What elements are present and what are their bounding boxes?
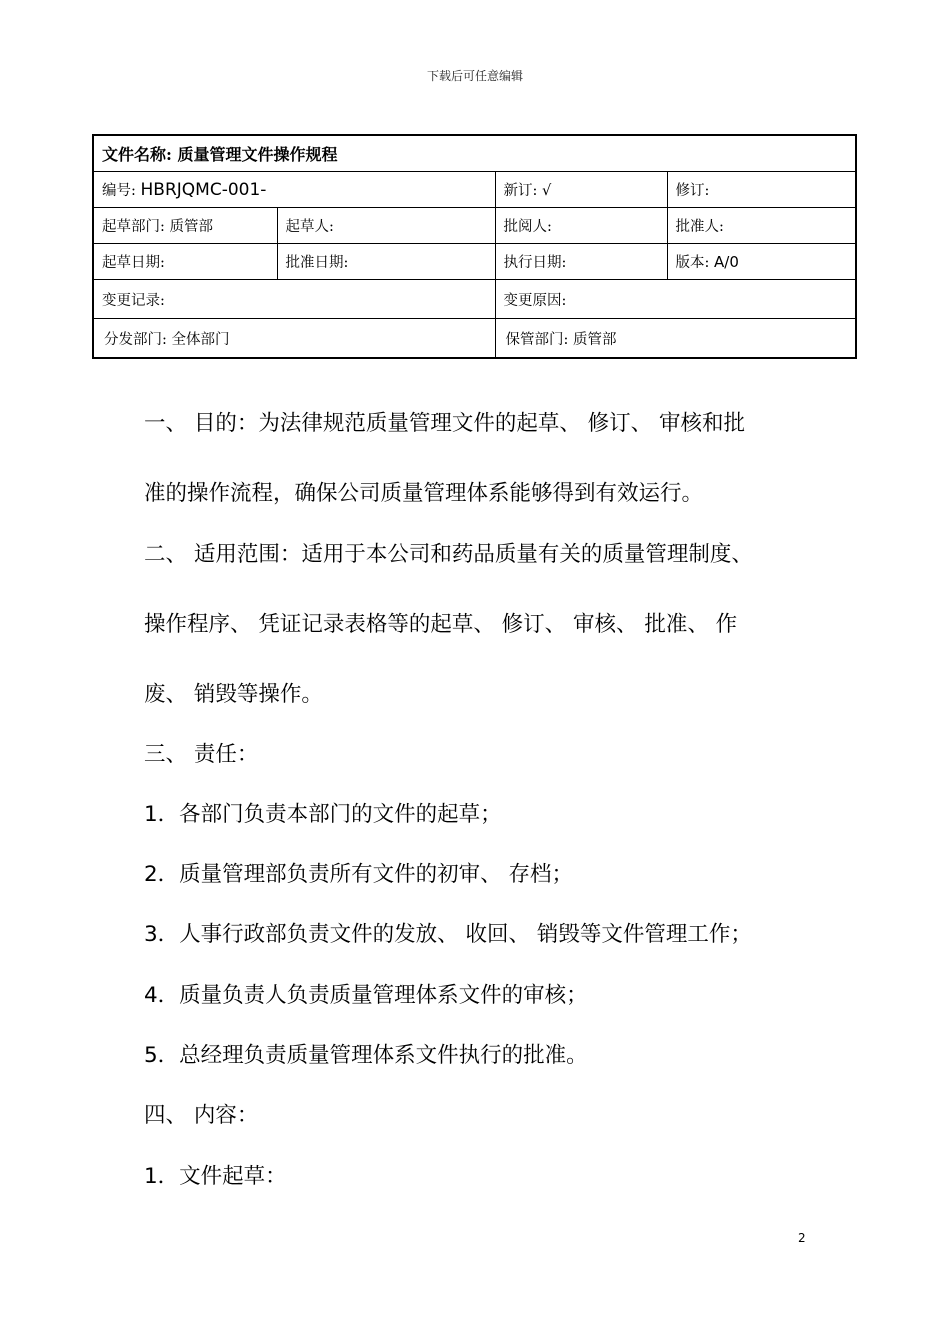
section-1-continuation: 准的操作流程，确保公司质量管理体系能够得到有效运行。 bbox=[144, 481, 704, 506]
version-value: A/0 bbox=[714, 253, 739, 271]
draft-date: 起草日期: bbox=[93, 244, 277, 280]
drafter: 起草人: bbox=[277, 208, 495, 244]
change-record: 变更记录: bbox=[93, 280, 495, 319]
change-reason: 变更原因: bbox=[495, 280, 856, 319]
responsibility-item-3: 3．人事行政部负责文件的发放、 收回、 销毁等文件管理工作； bbox=[144, 922, 752, 947]
approver: 批准人: bbox=[667, 208, 856, 244]
content-item-1: 1．文件起草： bbox=[144, 1164, 287, 1189]
page-header-note: 下载后可任意编辑 bbox=[426, 69, 523, 83]
version bbox=[667, 244, 856, 280]
reviewer: 批阅人: bbox=[495, 208, 667, 244]
section-1-heading: 一、 目的：为法律规范质量管理文件的起草、 修订、 审核和批 bbox=[144, 411, 746, 436]
responsibility-item-4: 4．质量负责人负责质量管理体系文件的审核； bbox=[144, 983, 588, 1008]
document-info-table bbox=[92, 134, 857, 359]
version-label: 版本: bbox=[675, 255, 710, 271]
section-3-heading: 三、 责任： bbox=[144, 742, 259, 767]
responsibility-item-2: 2．质量管理部负责所有文件的初审、 存档； bbox=[144, 862, 574, 887]
responsibility-item-1: 1．各部门负责本部门的文件的起草； bbox=[144, 802, 502, 827]
section-2-continuation: 操作程序、 凭证记录表格等的起草、 修订、 审核、 批准、 作 bbox=[144, 612, 738, 637]
code-label: 编号: bbox=[102, 183, 136, 199]
effective-date: 执行日期: bbox=[495, 244, 667, 280]
code-value: HBRJQMC-001- bbox=[140, 180, 267, 200]
page-number: 2 bbox=[798, 1231, 806, 1245]
revision-cell: 修订: bbox=[667, 172, 856, 208]
approve-date: 批准日期: bbox=[277, 244, 495, 280]
section-2-heading: 二、 适用范围：适用于本公司和药品质量有关的质量管理制度、 bbox=[144, 542, 753, 567]
document-code bbox=[93, 172, 495, 208]
draft-department: 起草部门: 质管部 bbox=[93, 208, 277, 244]
responsibility-item-5: 5．总经理负责质量管理体系文件执行的批准。 bbox=[144, 1043, 588, 1068]
section-4-heading: 四、 内容： bbox=[144, 1103, 259, 1128]
document-title: 文件名称: 质量管理文件操作规程 bbox=[93, 135, 856, 172]
new-version-cell: 新订: √ bbox=[495, 172, 667, 208]
distribution-department: 分发部门: 全体部门 bbox=[93, 319, 495, 359]
custody-department: 保管部门: 质管部 bbox=[495, 319, 856, 359]
section-2-continuation-2: 废、 销毁等操作。 bbox=[144, 682, 323, 707]
